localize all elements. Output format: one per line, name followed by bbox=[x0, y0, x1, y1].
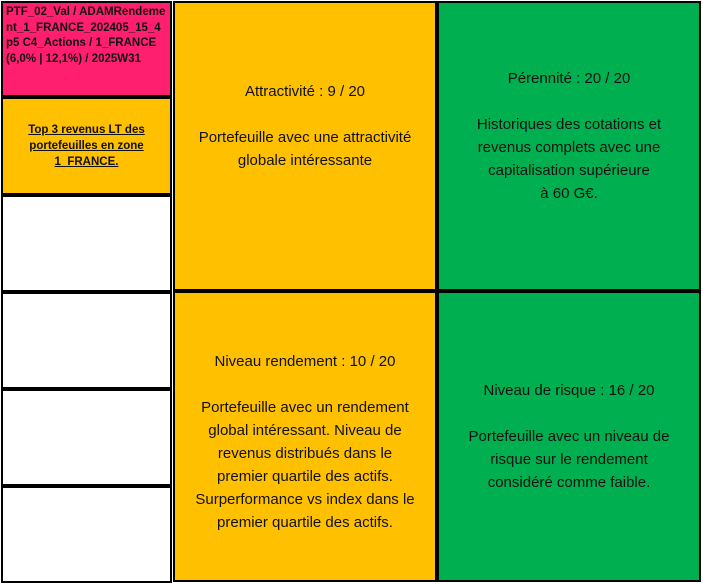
attractivite-panel bbox=[173, 1, 437, 291]
attractivite-heading: Attractivité : 9 / 20 bbox=[244, 83, 366, 100]
empty-cell-3 bbox=[1, 389, 172, 486]
empty-cell-4 bbox=[1, 486, 172, 583]
rendement-panel bbox=[173, 291, 437, 582]
risque-body: Portefeuille avec un niveau de risque sur le rendement considéré comme faible. bbox=[468, 428, 670, 491]
risque-panel bbox=[437, 291, 701, 582]
perennite-panel bbox=[437, 1, 701, 291]
empty-cell-2 bbox=[1, 292, 172, 389]
risque-heading: Niveau de risque : 16 / 20 bbox=[483, 382, 655, 399]
perennite-heading: Pérennité : 20 / 20 bbox=[507, 70, 631, 87]
rendement-body: Portefeuille avec un rendement global intéressant. Niveau de revenus distribués dans le premier quartile des actifs. Surperformance vs index dans le premier quartile des actifs. bbox=[195, 398, 415, 531]
attractivite-body: Portefeuille avec une attractivité globale intéressante bbox=[198, 129, 412, 169]
portfolio-title: PTF_02_Val / ADAMRendement_1_FRANCE_202405_15_4p5 C4_Actions / 1_FRANCE (6,0% | 12,1%) / 2025W31 bbox=[6, 6, 166, 65]
top3-note: Top 3 revenus LT des portefeuilles en zone 1_FRANCE. bbox=[28, 124, 145, 168]
empty-cell-1 bbox=[1, 195, 172, 292]
portfolio-title-cell bbox=[1, 1, 172, 97]
top3-note-cell bbox=[1, 97, 172, 195]
left-column bbox=[0, 0, 173, 585]
rendement-heading: Niveau rendement : 10 / 20 bbox=[214, 352, 396, 370]
perennite-body: Historiques des cotations et revenus complets avec une capitalisation supérieure à 60 G€. bbox=[476, 116, 662, 202]
